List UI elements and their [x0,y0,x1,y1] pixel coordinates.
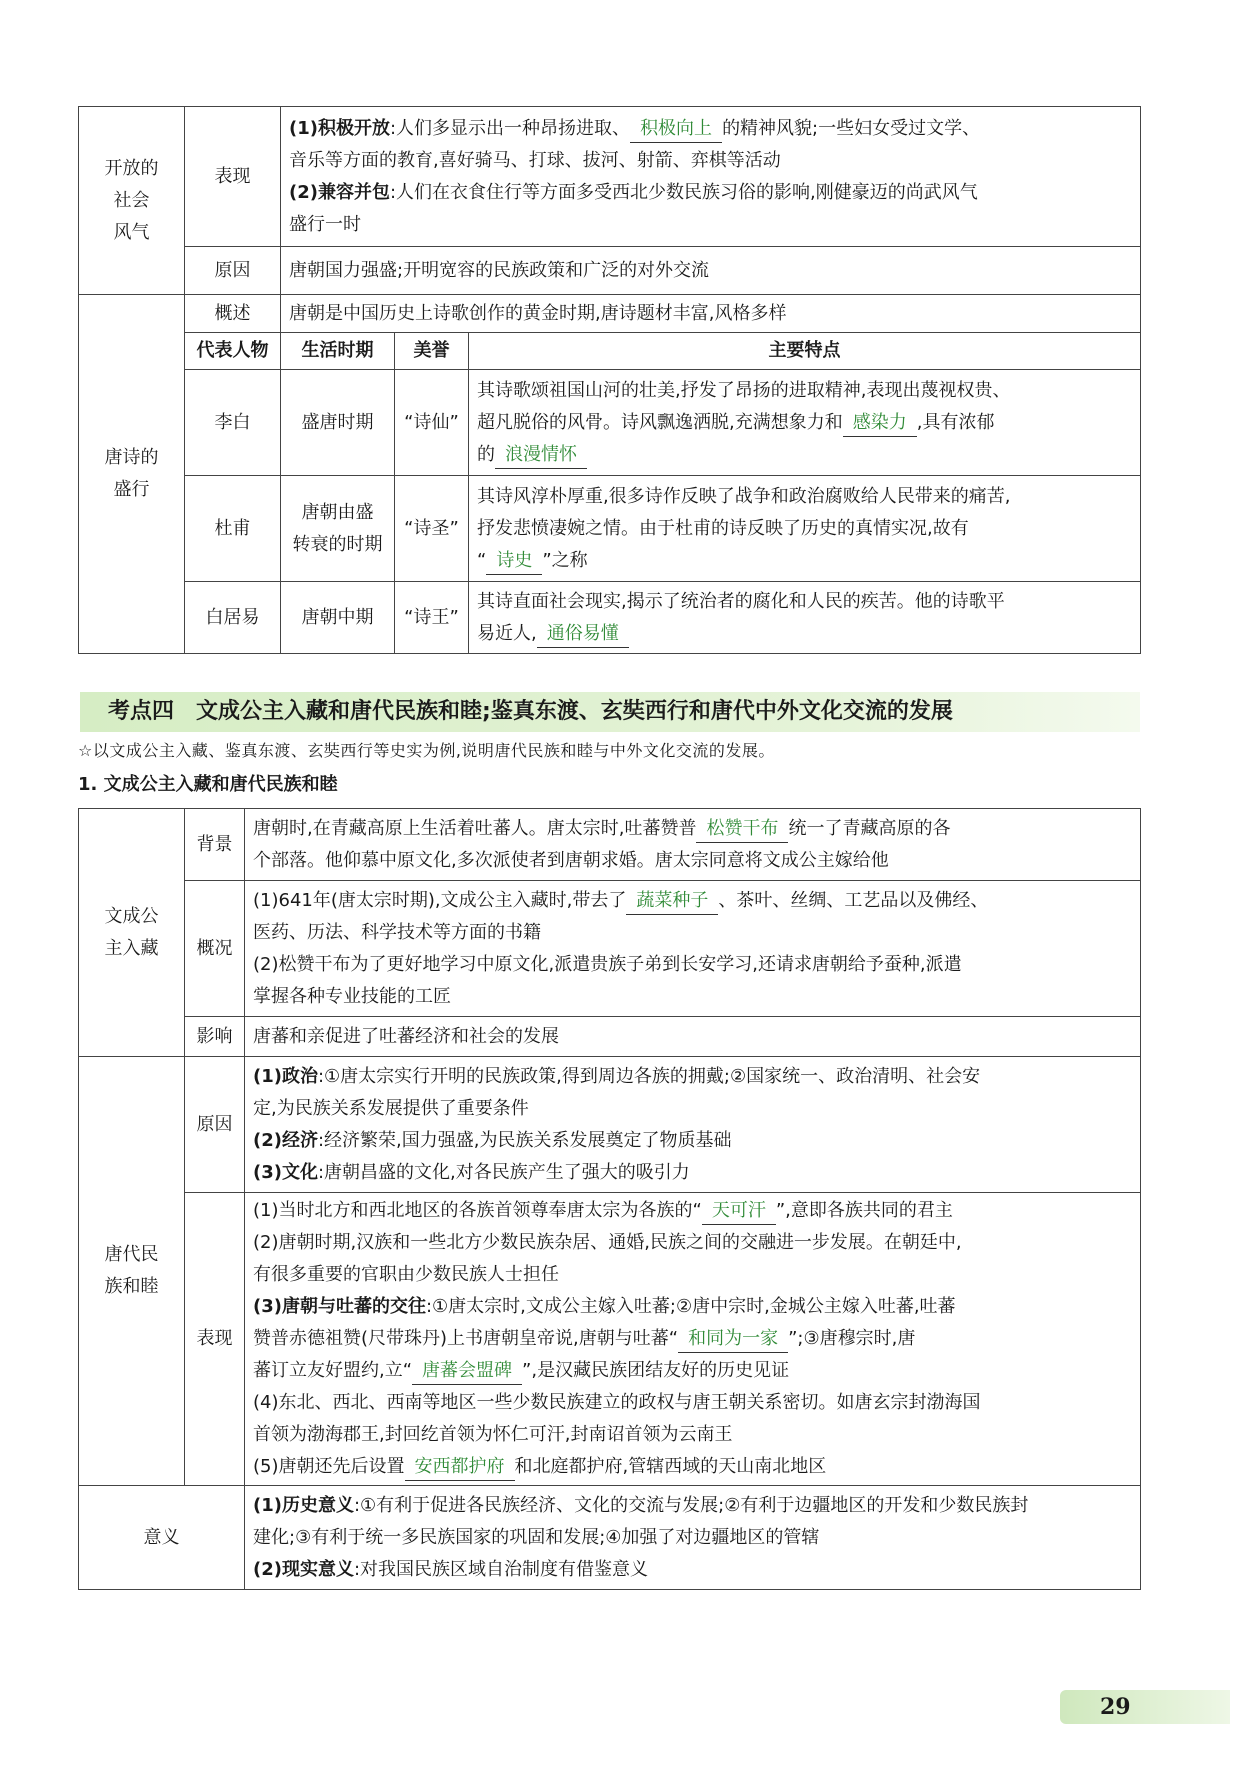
harmony-title-cell: 唐代民 族和睦 [79,1057,185,1486]
answer-blank: 唐蕃会盟碑 [412,1358,522,1385]
sub-heading: 1. 文成公主入藏和唐代民族和睦 [78,774,338,795]
answer-blank: 天可汗 [702,1198,776,1225]
poetry-overview-label: 概述 [185,295,281,333]
header-features: 主要特点 [469,333,1141,370]
header-period: 生活时期 [281,333,395,370]
overview-label: 概况 [185,881,245,1017]
openness-title-cell: 开放的 社会 风气 [79,107,185,295]
openness-reason-row [79,247,1141,295]
reason-text: (1)政治:①唐太宗实行开明的民族政策,得到周边各族的拥戴;②国家统一、政治清明、社会安 定,为民族关系发展提供了重要条件 (2)经济:经济繁荣,国力强盛,为民族关系发展奠定了物质基础 (3)文化:唐朝昌盛的文化,对各民族产生了强大的吸引力 [245,1057,1141,1193]
poetry-header-row [79,333,1141,370]
poet-row-baijuyi [79,582,1141,654]
influence-text: 唐蕃和亲促进了吐蕃经济和社会的发展 [245,1017,1141,1057]
wencheng-background-row [79,809,1141,881]
section-title: 文成公主入藏和唐代民族和睦;鉴真东渡、玄奘西行和唐代中外文化交流的发展 [196,699,953,724]
openness-perf-content: (1)积极开放:人们多显示出一种昂扬进取、 积极向上 的精神风貌;一些妇女受过文学、 音乐等方面的教育,喜好骑马、打球、拔河、射箭、弈棋等活动 (2)兼容并包:人们在衣食住行等方面多受西北少数民族习俗的影响,刚健豪迈的尚武风气 盛行一时 [281,107,1141,247]
answer-blank: 安西都护府 [405,1454,515,1481]
wencheng-title-cell: 文成公 主入藏 [79,809,185,1057]
background-label: 背景 [185,809,245,881]
header-person: 代表人物 [185,333,281,370]
poet-features: 其诗直面社会现实,揭示了统治者的腐化和人民的疾苦。他的诗歌平 易近人, 通俗易懂 [469,582,1141,654]
answer-blank: 浪漫情怀 [495,442,587,469]
poetry-title-cell: 唐诗的 盛行 [79,295,185,654]
openness-reason-label: 原因 [185,247,281,295]
harmony-reason-row [79,1057,1141,1193]
poet-period: 唐朝由盛 转衰的时期 [281,476,395,582]
wencheng-influence-row [79,1017,1141,1057]
meaning-row [79,1486,1141,1590]
page-number-tab [1060,1690,1230,1724]
culture-table [78,106,1141,654]
poetry-overview-row [79,295,1141,333]
overview-text: (1)641年(唐太宗时期),文成公主入藏时,带去了 蔬菜种子 、茶叶、丝绸、工艺品以及佛经、 医药、历法、科学技术等方面的书籍 (2)松赞干布为了更好地学习中原文化,派遣贵族子弟到长安学习,还请求唐朝给予蚕种,派遣 掌握各种专业技能的工匠 [245,881,1141,1017]
wencheng-overview-row [79,881,1141,1017]
poet-honor: “诗仙” [395,370,469,476]
poet-honor: “诗王” [395,582,469,654]
poet-honor: “诗圣” [395,476,469,582]
openness-reason-text: 唐朝国力强盛;开明宽容的民族政策和广泛的对外交流 [281,247,1141,295]
performance-text: (1)当时北方和西北地区的各族首领尊奉唐太宗为各族的“ 天可汗 ”,意即各族共同的君主 (2)唐朝时期,汉族和一些北方少数民族杂居、通婚,民族之间的交融进一步发展。在朝廷中, 有很多重要的官职由少数民族人士担任 (3)唐朝与吐蕃的交往:①唐太宗时,文成公主嫁入吐蕃;②唐中宗时,金城公主嫁入吐蕃,吐蕃 赞普赤德祖赞(尺带珠丹)上书唐朝皇帝说,唐朝与吐蕃“ 和同为一家 ”;③唐穆宗时,唐 蕃订立友好盟约,立“ 唐蕃会盟碑 ”,是汉藏民族团结友好的历史见证 (4)东北、西北、西南等地区一些少数民族建立的政权与唐王朝关系密切。如唐玄宗封渤海国 首领为渤海郡王,封回纥首领为怀仁可汗,封南诏首领为云南王 (5)唐朝还先后设置 安西都护府 和北庭都护府,管辖西域的天山南北地区 [245,1193,1141,1486]
poet-name: 杜甫 [185,476,281,582]
ethnic-harmony-table [78,808,1141,1590]
harmony-performance-row [79,1193,1141,1486]
answer-blank: 积极向上 [630,116,722,143]
answer-blank: 蔬菜种子 [626,888,718,915]
poet-period: 盛唐时期 [281,370,395,476]
answer-blank: 通俗易懂 [537,621,629,648]
answer-blank: 感染力 [843,410,917,437]
openness-perf-label: 表现 [185,107,281,247]
poet-row-libai [79,370,1141,476]
poet-features: 其诗歌颂祖国山河的壮美,抒发了昂扬的进取精神,表现出蔑视权贵、 超凡脱俗的风骨。诗风飘逸洒脱,充满想象力和 感染力 ,具有浓郁 的 浪漫情怀 [469,370,1141,476]
answer-blank: 松赞干布 [696,816,788,843]
header-honor: 美誉 [395,333,469,370]
influence-label: 影响 [185,1017,245,1057]
section-tag: 考点四 [108,699,175,724]
meaning-text: (1)历史意义:①有利于促进各民族经济、文化的交流与发展;②有利于边疆地区的开发和少数民族封 建化;③有利于统一多民族国家的巩固和发展;④加强了对边疆地区的管辖 (2)现实意义:对我国民族区域自治制度有借鉴意义 [245,1486,1141,1590]
poet-row-dufu [79,476,1141,582]
poet-features: 其诗风淳朴厚重,很多诗作反映了战争和政治腐败给人民带来的痛苦, 抒发悲愤凄婉之情。由于杜甫的诗反映了历史的真情实况,故有 “ 诗史 ”之称 [469,476,1141,582]
meaning-label: 意义 [79,1486,245,1590]
poetry-overview-text: 唐朝是中国历史上诗歌创作的黄金时期,唐诗题材丰富,风格多样 [281,295,1141,333]
performance-label: 表现 [185,1193,245,1486]
poet-period: 唐朝中期 [281,582,395,654]
answer-blank: 诗史 [486,548,542,575]
openness-performance-row [79,107,1141,247]
page-number: 29 [1100,1694,1131,1720]
answer-blank: 和同为一家 [678,1326,788,1353]
poet-name: 李白 [185,370,281,476]
section-heading [80,692,1140,732]
reason-label: 原因 [185,1057,245,1193]
poet-name: 白居易 [185,582,281,654]
background-text: 唐朝时,在青藏高原上生活着吐蕃人。唐太宗时,吐蕃赞普 松赞干布 统一了青藏高原的各 个部落。他仰慕中原文化,多次派使者到唐朝求婚。唐太宗同意将文成公主嫁给他 [245,809,1141,881]
curriculum-goal: ☆以文成公主入藏、鉴真东渡、玄奘西行等史实为例,说明唐代民族和睦与中外文化交流的发展。 [78,741,775,760]
